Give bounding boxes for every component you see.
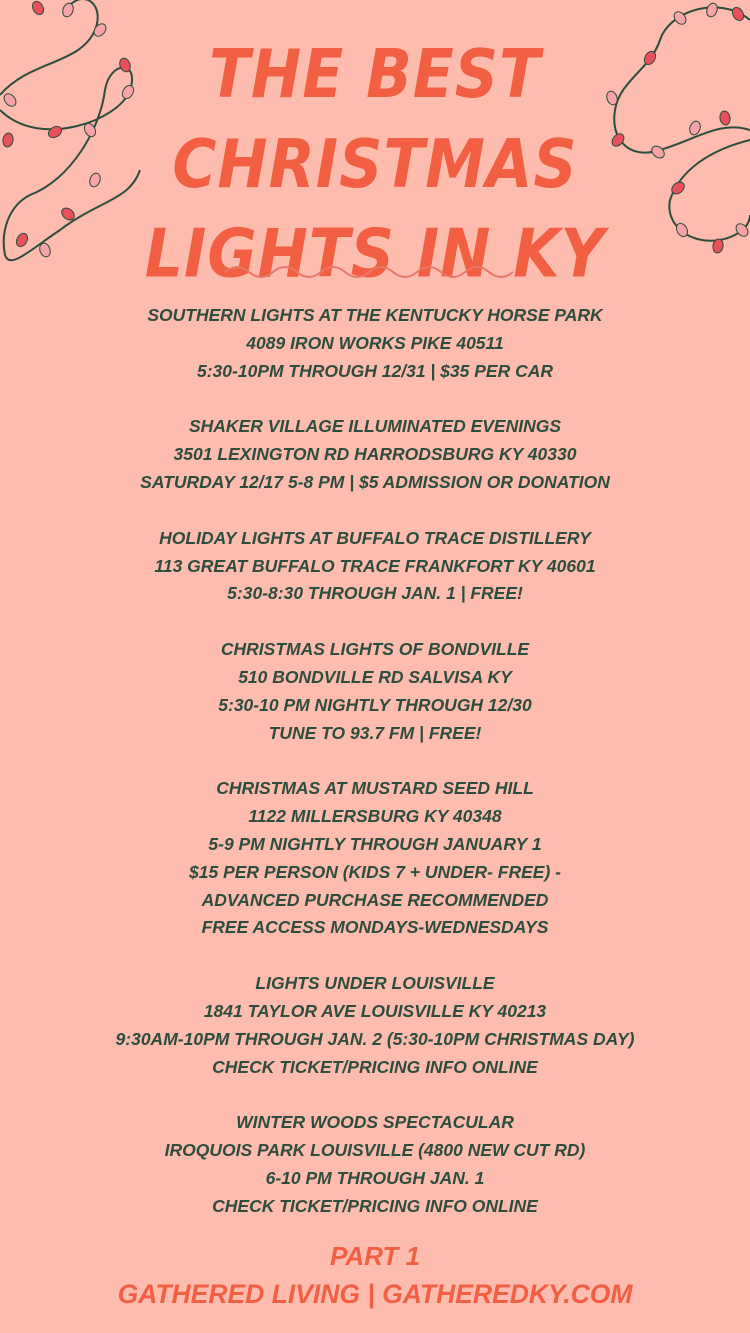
footer	[0, 1238, 750, 1314]
event-address: 1122 MILLERSBURG KY 40348	[248, 806, 502, 827]
event-address: 4089 IRON WORKS PIKE 40511	[246, 332, 504, 353]
event-southern-lights	[0, 302, 750, 385]
event-bondville	[0, 636, 750, 747]
event-buffalo-trace	[0, 525, 750, 608]
event-name: SHAKER VILLAGE ILLUMINATED EVENINGS	[188, 416, 562, 437]
event-note: TUNE TO 93.7 FM | FREE!	[268, 722, 482, 743]
event-winter-woods	[0, 1109, 750, 1220]
event-list	[0, 302, 750, 1249]
title-line: CHRISTMAS	[172, 125, 578, 204]
event-shaker-village	[0, 413, 750, 496]
title-line: THE BEST	[209, 35, 541, 114]
event-note: FREE ACCESS MONDAYS-WEDNESDAYS	[201, 917, 549, 938]
event-name: HOLIDAY LIGHTS AT BUFFALO TRACE DISTILLERY	[159, 527, 591, 548]
event-price: $15 PER PERSON (KIDS 7 + UNDER- FREE) -	[189, 861, 561, 882]
event-hours: 5:30-8:30 THROUGH JAN. 1 | FREE!	[227, 583, 523, 604]
event-note: CHECK TICKET/PRICING INFO ONLINE	[212, 1195, 538, 1216]
title-line: LIGHTS IN KY	[144, 214, 606, 294]
event-name: LIGHTS UNDER LOUISVILLE	[255, 973, 495, 994]
event-address: 3501 LEXINGTON RD HARRODSBURG KY 40330	[173, 444, 577, 465]
event-hours: 9:30AM-10PM THROUGH JAN. 2 (5:30-10PM CHRISTMAS DAY)	[115, 1028, 635, 1049]
event-address: IROQUOIS PARK LOUISVILLE (4800 NEW CUT RD)	[164, 1140, 586, 1161]
event-mustard-seed-hill	[0, 775, 750, 942]
event-note: CHECK TICKET/PRICING INFO ONLINE	[212, 1056, 538, 1077]
event-hours: 5:30-10 PM NIGHTLY THROUGH 12/30	[218, 694, 532, 715]
event-name: CHRISTMAS LIGHTS OF BONDVILLE	[220, 639, 530, 660]
event-lights-under-louisville	[0, 970, 750, 1081]
wavy-divider-icon	[223, 262, 523, 282]
event-note: ADVANCED PURCHASE RECOMMENDED	[201, 889, 549, 910]
part-label: PART 1	[329, 1241, 421, 1271]
event-name: WINTER WOODS SPECTACULAR	[236, 1112, 514, 1133]
event-name: SOUTHERN LIGHTS AT THE KENTUCKY HORSE PARK	[147, 305, 603, 325]
event-address: 113 GREAT BUFFALO TRACE FRANKFORT KY 40601	[154, 555, 596, 576]
event-name: CHRISTMAS AT MUSTARD SEED HILL	[216, 778, 534, 799]
event-hours: 5-9 PM NIGHTLY THROUGH JANUARY 1	[208, 833, 542, 854]
event-hours: 6-10 PM THROUGH JAN. 1	[265, 1167, 485, 1188]
page-title	[0, 30, 750, 299]
event-address: 1841 TAYLOR AVE LOUISVILLE KY 40213	[203, 1000, 547, 1021]
event-address: 510 BONDVILLE RD SALVISA KY	[238, 666, 512, 687]
event-hours: 5:30-10PM THROUGH 12/31 | $35 PER CAR	[197, 360, 553, 381]
event-hours: SATURDAY 12/17 5-8 PM | $5 ADMISSION OR DONATION	[140, 471, 610, 492]
site-credit: GATHERED LIVING | GATHEREDKY.COM	[117, 1279, 633, 1309]
